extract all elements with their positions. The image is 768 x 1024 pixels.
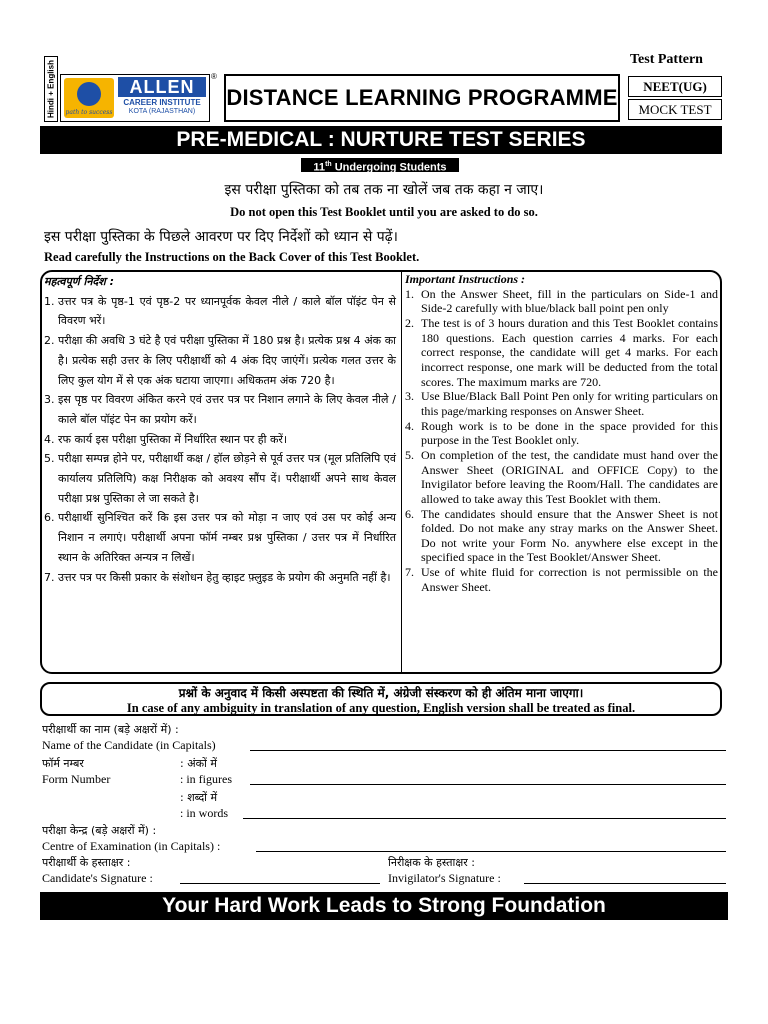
- instructions-english-item-number: 3.: [405, 389, 414, 404]
- form-number-label-hindi: फॉर्म नम्बर: [42, 757, 84, 770]
- instructions-english-item: [405, 419, 718, 448]
- form-number-figures-field[interactable]: [250, 784, 726, 785]
- students-prefix: 11: [313, 161, 326, 174]
- instructions-hindi: [44, 272, 396, 587]
- candidate-name-label-hindi: परीक्षार्थी का नाम (बड़े अक्षरों में) :: [42, 723, 179, 736]
- form-number-label: Form Number: [42, 772, 111, 786]
- centre-label: Centre of Examination (in Capitals) :: [42, 839, 221, 853]
- instructions-english-item-number: 5.: [405, 447, 414, 462]
- instructions-hindi-item-number: 4.: [44, 432, 55, 446]
- candidate-name-field[interactable]: [250, 750, 726, 751]
- footer-slogan: Your Hard Work Leads to Strong Foundation: [40, 892, 728, 920]
- invigilator-signature-label: Invigilator's Signature :: [388, 871, 501, 885]
- language-tag-text: Hindi + English: [46, 59, 56, 119]
- instructions-hindi-item: [44, 331, 396, 390]
- instructions-hindi-item-text: उत्तर पत्र के पृष्ठ-1 एवं पृष्ठ-2 पर ध्यानपूर्वक केवल नीले / काले बॉल पॉइंट पेन से विवरण भरें।: [58, 294, 396, 328]
- invigilator-signature-label-hindi: निरीक्षक के हस्ताक्षर :: [388, 856, 475, 869]
- pattern-box-neet: NEET(UG): [628, 76, 722, 97]
- instructions-hindi-item: [44, 430, 396, 450]
- instructions-hindi-list: [44, 292, 396, 588]
- test-pattern-label: Test Pattern: [630, 52, 703, 67]
- instructions-hindi-item-text: रफ कार्य इस परीक्षा पुस्तिका में निर्धारित स्थान पर ही करें।: [58, 432, 288, 446]
- instructions-hindi-item: [44, 292, 396, 331]
- words-label-hindi: : शब्दों में: [180, 791, 218, 804]
- language-tag: [44, 56, 58, 122]
- translation-note-hindi: प्रश्नों के अनुवाद में किसी अस्पष्टता की स्थिति में, अंग्रेजी संस्करण को ही अंतिम माना जाएगा।: [178, 686, 584, 700]
- instructions-hindi-item-text: उत्तर पत्र पर किसी प्रकार के संशोधन हेतु व्हाइट फ़्लुइड के प्रयोग की अनुमति नहीं है।: [58, 570, 391, 584]
- translation-note-english: In case of any ambiguity in translation of any question, English version shall be treated as final.: [126, 701, 636, 715]
- instructions-hindi-item: [44, 568, 396, 588]
- instructions-hindi-item-number: 3.: [44, 393, 55, 407]
- instructions-hindi-item-text: परीक्षा की अवधि 3 घंटे है एवं परीक्षा पुस्तिका में 180 प्रश्न है। प्रत्येक प्रश्न 4 अंक का है। प्रत्येक सही उत्तर के लिए परीक्षार्थी को 4 अंक दिए जाएंगें। प्रत्येक गलत उत्तर के लिए कुल योग में से एक अंक घटाया जाएगा। अधिकतम अंक 720 है।: [58, 334, 396, 387]
- instructions-english-item: [405, 507, 718, 566]
- logo-city: KOTA (RAJASTHAN): [128, 108, 196, 115]
- invigilator-signature-field[interactable]: [524, 883, 726, 884]
- candidate-name-label: Name of the Candidate (in Capitals): [42, 738, 216, 752]
- instructions-english-item-number: 4.: [405, 418, 414, 433]
- figures-label: : in figures: [180, 772, 232, 786]
- instructions-english-item-text: The candidates should ensure that the Answer Sheet is not folded. Do not make any stray marks on the Answer Sheet. Do not write your Form No. anywhere else except in the specified space in the Test Booklet/Answer Sheet.: [421, 506, 718, 565]
- notice-english-read: Read carefully the Instructions on the Back Cover of this Test Booklet.: [44, 250, 420, 264]
- instructions-english-item-text: Use Blue/Black Ball Point Pen only for writing particulars on this page/marking responses on Answer Sheet.: [421, 389, 718, 418]
- instructions-english-item-number: 2.: [405, 315, 414, 330]
- form-number-words-field[interactable]: [243, 818, 726, 819]
- instructions-english-item: [405, 565, 718, 594]
- words-label: : in words: [180, 806, 228, 820]
- notice-hindi-open: इस परीक्षा पुस्तिका को तब तक ना खोलें जब तक कहा न जाए।: [224, 182, 544, 198]
- registered-mark: ®: [211, 72, 217, 81]
- pattern-box-mock: MOCK TEST: [628, 99, 722, 120]
- instructions-hindi-item: [44, 390, 396, 429]
- instructions-english-item: [405, 287, 718, 316]
- candidate-signature-label-hindi: परीक्षार्थी के हस्ताक्षर :: [42, 856, 131, 869]
- instructions-english-item-number: 6.: [405, 506, 414, 521]
- notice-hindi-read: इस परीक्षा पुस्तिका के पिछले आवरण पर दिए निर्देशों को ध्यान से पढ़ें।: [44, 229, 398, 245]
- instructions-hindi-item: [44, 508, 396, 567]
- instructions-english: [405, 272, 718, 594]
- instructions-hindi-item-number: 5.: [44, 452, 55, 466]
- instructions-hindi-item: [44, 449, 396, 508]
- series-title: PRE-MEDICAL : NURTURE TEST SERIES: [40, 126, 722, 154]
- instructions-english-heading: Important Instructions :: [405, 272, 526, 286]
- instructions-english-item-text: Rough work is to be done in the space provided for this purpose in the Test Booklet only.: [421, 418, 718, 448]
- instructions-english-item: [405, 316, 718, 389]
- instructions-hindi-item-text: परीक्षा सम्पन्न होने पर, परीक्षार्थी कक्ष / हॉल छोड़ने से पूर्व उत्तर पत्र (मूल प्रतिलिपि एवं कार्यालय प्रतिलिपि) कक्ष निरीक्षक को अवश्य सौंप दें। परीक्षार्थी अपने साथ केवल परीक्षा प्रश्न पुस्तिका ले जा सकते है।: [58, 452, 396, 505]
- candidate-signature-label: Candidate's Signature :: [42, 871, 153, 885]
- instructions-english-item-text: On completion of the test, the candidate must hand over the Answer Sheet (ORIGINAL and OFFICE Copy) to the Invigilator before leaving the Room/Hall. The candidates are allowed to take away this Test Booklet with them.: [421, 447, 718, 506]
- instructions-hindi-item-number: 6.: [44, 511, 55, 525]
- students-sup: th: [325, 161, 332, 168]
- candidate-signature-field[interactable]: [180, 883, 380, 884]
- instructions-english-item-text: The test is of 3 hours duration and this Test Booklet contains 180 questions. Each question carries 4 marks. For each correct response, the candidate will get 4 marks. For each incorrect response, one mark will be deducted from the total scores. The maximum marks are 720.: [421, 315, 718, 389]
- allen-logo: [60, 74, 210, 122]
- instructions-english-item: [405, 389, 718, 418]
- instructions-hindi-item-text: इस पृष्ठ पर विवरण अंकित करने एवं उत्तर पत्र पर निशान लगाने के लिए केवल नीले / काले बॉल पॉइंट पेन का प्रयोग करें।: [58, 393, 396, 426]
- instructions-english-item: [405, 448, 718, 507]
- instructions-english-item-number: 1.: [405, 286, 414, 301]
- logo-wordmark: ALLEN: [118, 77, 206, 97]
- figures-label-hindi: : अंकों में: [180, 757, 217, 770]
- notice-english-open: Do not open this Test Booklet until you are asked to do so.: [230, 205, 538, 219]
- programme-title: DISTANCE LEARNING PROGRAMME: [224, 74, 620, 122]
- logo-sun-icon: [77, 82, 101, 106]
- instructions-english-item-text: Use of white fluid for correction is not permissible on the Answer Sheet.: [421, 565, 718, 594]
- students-badge: [301, 158, 459, 172]
- instructions-hindi-heading: महत्वपूर्ण निर्देश :: [44, 275, 114, 288]
- centre-field[interactable]: [256, 851, 726, 852]
- instructions-english-list: [405, 287, 718, 595]
- instructions-hindi-item-number: 1.: [44, 294, 55, 308]
- students-suffix: Undergoing Students: [331, 161, 447, 174]
- centre-label-hindi: परीक्षा केन्द्र (बड़े अक्षरों में) :: [42, 824, 157, 837]
- instructions-english-item-number: 7.: [405, 565, 414, 580]
- instructions-divider: [401, 271, 402, 673]
- logo-tagline: path to success: [65, 109, 113, 116]
- instructions-hindi-item-number: 7.: [44, 570, 55, 584]
- instructions-hindi-item-number: 2.: [44, 334, 55, 348]
- logo-emblem: [64, 78, 114, 118]
- instructions-english-item-text: On the Answer Sheet, fill in the particulars on Side-1 and Side-2 carefully with blue/black ball point pen only: [421, 286, 718, 316]
- logo-subtitle: CAREER INSTITUTE: [123, 98, 201, 107]
- instructions-hindi-item-text: परीक्षार्थी सुनिश्चित करें कि इस उत्तर पत्र को मोड़ा न जाए एवं उस पर कोई अन्य निशान न लगाएं। परीक्षार्थी अपना फॉर्म नम्बर प्रश्न पुस्तिका / उत्तर पत्र में निर्धारित स्थान के अतिरिक्त अन्यत्र न लिखें।: [58, 511, 396, 564]
